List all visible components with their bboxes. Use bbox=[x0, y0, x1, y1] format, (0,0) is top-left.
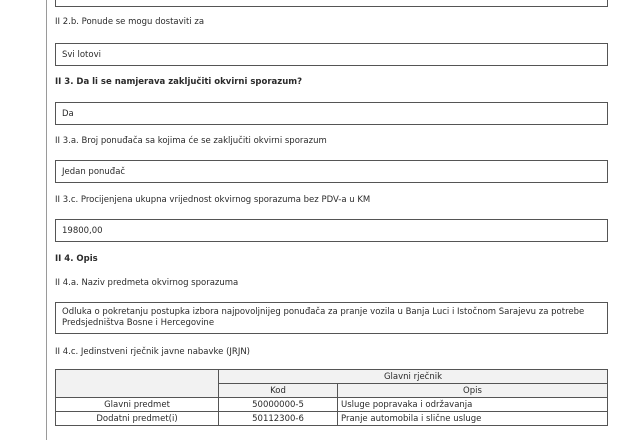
top-field-box bbox=[55, 0, 608, 7]
section-4-label: II 4. Opis bbox=[55, 254, 98, 264]
table-col-opis: Opis bbox=[338, 384, 608, 398]
section-2b-value: Svi lotovi bbox=[55, 43, 608, 66]
jrjn-table bbox=[55, 369, 608, 426]
table-col-kod: Kod bbox=[219, 384, 338, 398]
section-4c-label: II 4.c. Jedinstveni rječnik javne nabavke (JRJN) bbox=[55, 347, 250, 357]
table-group-header: Glavni rječnik bbox=[219, 370, 608, 384]
row-label: Glavni predmet bbox=[56, 398, 219, 412]
section-3-label: II 3. Da li se namjerava zaključiti okvirni sporazum? bbox=[55, 77, 303, 87]
section-3a-label: II 3.a. Broj ponuđača sa kojima će se zaključiti okvirni sporazum bbox=[55, 136, 327, 146]
section-2b-label: II 2.b. Ponude se mogu dostaviti za bbox=[55, 17, 205, 27]
row-kod: 50000000-5 bbox=[219, 398, 338, 412]
section-3c-value: 19800,00 bbox=[55, 219, 608, 242]
row-label: Dodatni predmet(i) bbox=[56, 412, 219, 426]
section-4a-label: II 4.a. Naziv predmeta okvirnog sporazuma bbox=[55, 278, 239, 288]
document-page bbox=[46, 0, 632, 440]
table-empty-header bbox=[56, 370, 219, 398]
table-row bbox=[56, 398, 608, 412]
section-4a-value: Odluka o pokretanju postupka izbora najpovoljnijeg ponuđača za pranje vozila u Banja Luci i Istočnom Sarajevu za potrebe Predsjedništva Bosne i Hercegovine bbox=[55, 302, 608, 334]
row-opis: Pranje automobila i slične usluge bbox=[338, 412, 608, 426]
row-opis: Usluge popravaka i održavanja bbox=[338, 398, 608, 412]
section-3c-label: II 3.c. Procijenjena ukupna vrijednost okvirnog sporazuma bez PDV-a u KM bbox=[55, 195, 371, 205]
table-row bbox=[56, 412, 608, 426]
section-3-value: Da bbox=[55, 102, 608, 125]
row-kod: 50112300-6 bbox=[219, 412, 338, 426]
section-3a-value: Jedan ponuđač bbox=[55, 160, 608, 183]
